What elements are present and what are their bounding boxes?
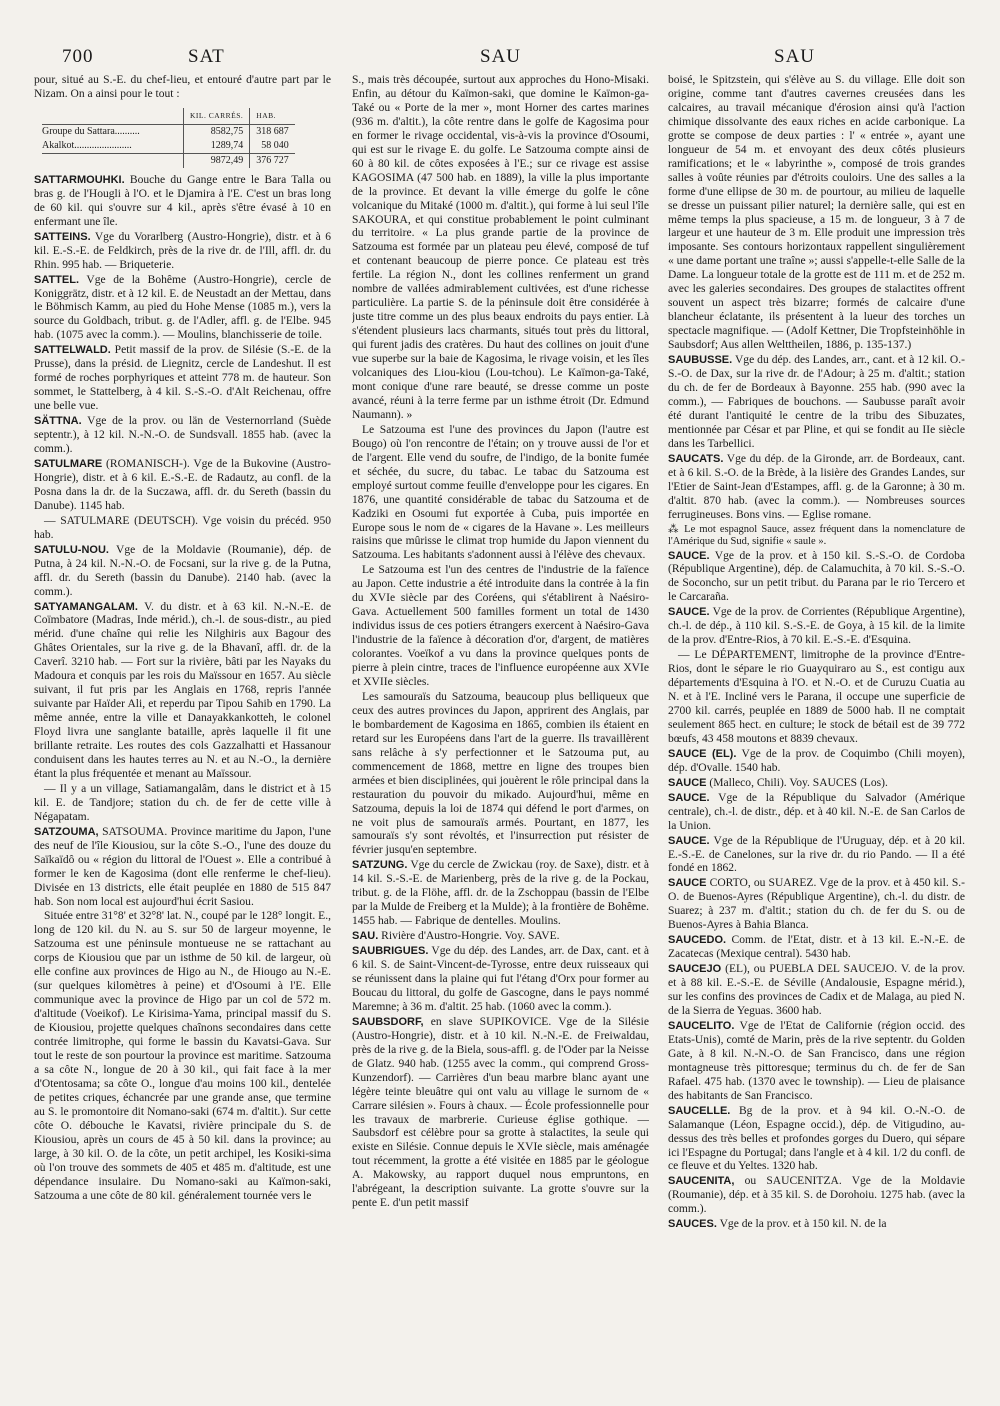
dictionary-entry (352, 945, 649, 1015)
table-row (42, 139, 295, 154)
column-3-entries (668, 74, 965, 1232)
entry-alt-name: ou SAUCENITZA. (734, 1175, 842, 1188)
entry-text: Vge de l'Etat de Californie (région occid. des Etats-Unis), comté de Marin, près de la rive septentr. du Golden Gate, à 8 kil. N.-N.-O. de San Francisco, dans une région montagneuse très pittoresque; terminus du ch. de fer de San Rafael. 475 hab. (1370 avec le township). — Lieu de plaisance des habitants de San Francisco. (668, 1019, 965, 1102)
dictionary-entry (34, 415, 331, 457)
entry-headword: SAUBRIGUES. (352, 945, 429, 958)
table-header-area: KIL. CARRÉS. (184, 108, 250, 125)
entry-alt-name: (EL), ou PUEBLA DEL SAUCEJO. (721, 963, 898, 976)
table-cell-name: Groupe du Sattara.......... (42, 125, 140, 137)
entry-headword: SATZOUMA, (34, 825, 99, 838)
entry-alt-name: CORTO, ou SUAREZ. (706, 877, 817, 890)
dictionary-entry (34, 783, 331, 825)
entry-headword: SAUCE. (668, 791, 710, 804)
entry-text: S., mais très découpée, surtout aux approches du Hono-Misaki. Enfin, au détour du Kaïmon-saki, que domine le Kaïmon-ga-Také ou « Porte de la mer », mont Horner des cartes marines (936 m. d'altit.), la côte rentre dans le golfe de Kagosima pour en former le rivage occidental, vis-à-vis la province d'Osoumi, qui est sur le rivage E. du golfe. Le Satzouma compte ainsi de 60 à 80 kil. de côtes exposées à l'E.; sur ce rivage est assise KAGOSIMA (47 500 hab. en 1889), la ville la plus importante de la province. Et devant la ville émerge du golfe le cône volcanique du Mitaké (1000 m. d'altit.), qui forme à lui seul l'île SAKOURA, et qui constitue probablement le point culminant du territoire. « La plus grande partie de la province de Satzouma est formée par un plateau peu élevé, composé de tuf et contenant beaucoup de pierre ponce. Ce plateau est très fertile. La région N., dont les collines renferment un grand nombre de vallées admirablement cultivées, est d'une richesse particulière. La partie S. de la péninsule doit être considérée à juste titre comme un des plus beaux endroits du pays entier. Là s'étendent plusieurs lacs charmants, situés tout près du littoral, qui furent jadis des cratères. Du haut des collines on jouit d'une vue superbe sur la baie de Kagosima, le rivage voisin, et les îles volcaniques des Liou-kiou (Lou-tchou). Le Kaïmon-ga-Také, mont conique d'une rare beauté, se dresse comme un poste avancé, réuni à la terre ferme par un isthme étroit (Dr. Edmund Naumann). » (352, 74, 649, 421)
running-head-left: SAT (188, 46, 225, 67)
page-number: 700 (62, 46, 94, 67)
column-2-entries (352, 74, 649, 1211)
dictionary-entry (668, 453, 965, 523)
entry-headword: SAUCEJO (668, 963, 722, 976)
dictionary-entry (668, 550, 965, 606)
entry-text: — SATULMARE (DEUTSCH). Vge voisin du précéd. 950 hab. (34, 514, 331, 541)
dictionary-entry (668, 649, 965, 747)
entry-text: Vge de la prov. et à 150 kil. N. de la (716, 1218, 887, 1231)
entry-text: Vge de la prov. de Coquimbo (Chili moyen), dép. d'Ovalle. 1540 hab. (668, 747, 965, 774)
entry-headword: SATZUNG. (352, 859, 408, 872)
entry-text: Province maritime du Japon, l'une des neuf de l'île Kiousiou, sur la côte S.-O., l'une des douze du Saïkaïdô ou « région du littoral de l'Ouest ». Elle a contribué à former le ken de Kagosima (dont elle renferme le chef-lieu). Divisée en 13 districts, elle était peuplée en 1880 de 515 847 hab. Son nom local est aujourd'hui écrit Sasiou. (34, 825, 331, 908)
entry-text: Petit massif de la prov. de Silésie (S.-E. de la Prusse), dans la présid. de Liegnitz, cercle de Landeshut. Il est formé de roches porphyriques et atteint 778 m. de hauteur. Son sommet, le Stattelberg, à 4 kil. S.-S.-O. d'Alt Reichenau, offre une belle vue. (34, 344, 331, 413)
dictionary-entry (668, 1218, 965, 1232)
text-column-3 (668, 74, 965, 1394)
entry-text: Vge de la prov. et à 150 kil. S.-S.-O. de Cordoba (République Argentine), dép. de Calamuchita, à 70 kil. S.-S.-O. de Soconcho, sur un petit tribut. du Parana par le rio Tercero et le Carcaraña. (668, 549, 965, 604)
dictionary-entry (668, 1175, 965, 1217)
dictionary-entry (34, 458, 331, 514)
entry-headword: SÄTTNA. (34, 415, 82, 428)
entry-headword: SATTEINS. (34, 230, 91, 243)
entry-text: Vge de la République de l'Uruguay, dép. et à 20 kil. E.-S.-E. de Canelones, sur la rive dr. du rio Pando. — Il a été fondé en 1862. (668, 834, 965, 875)
entry-text: Vge de la Silésie (Austro-Hongrie), distr. et à 10 kil. N.-N.-E. de Freiwaldau, près de la rive g. de la Biela, sous-affl. g. de l'Oder par la Neisse de Glatz. 940 hab. (1255 avec la comm., qui comprend Gross-Kunzendorf). — Carrières d'un beau marbre blanc ayant une légère teinte bleuâtre qui ont valu au village le surnom de « Carrare silésien ». Fours à chaux. — École professionnelle pour les travaux de marbrerie. Curieuse église gothique. — Saubsdorf est célèbre pour sa grotte à stalactites, la seule qui existe en Silésie. Connue depuis le XVIe siècle, mais aménagée tout récemment, la grotte a été visitée en 1885 par le géologue A. Makowsky, au rapport duquel nous empruntons, en l'abrégeant, la description suivante. La grotte s'ouvre sur la pente E. d'un petit massif (352, 1015, 649, 1210)
entry-text: Vge de la Moldavie (Roumanie), dép. de Putna, à 24 kil. N.-N.-O. de Focsani, sur la rive g. de la Putna, affl. dr. du Sereth (bassin du Danube). 2140 hab. (avec la comm.). (34, 543, 331, 598)
entry-headword: SAUCE. (668, 834, 710, 847)
dictionary-entry (668, 748, 965, 776)
table-cell-pop: 58 040 (250, 139, 295, 154)
table-total-area: 9872,49 (184, 153, 250, 168)
entry-headword: SAUCE (668, 877, 707, 890)
entry-text: Vge de la prov. de Corrientes (République Argentine), ch.-l. de dép., à 110 kil. S.-S.-E. de Goya, à 15 kil. de la limite de la prov. d'Entre-Rios, à 70 kil. E.-S.-E. d'Esquina. (668, 606, 965, 647)
entry-text: Vge de la prov. et à 450 kil. S.-O. de Buenos-Ayres (République Argentine), ch.-l. du distr. de Suarez; à 237 m. d'altit.; station du ch. de fer du S. ou de Buenos-Ayres à Bahia Blanca. (668, 877, 965, 932)
entry-text: Vge du cercle de Zwickau (roy. de Saxe), distr. et à 14 kil. S.-S.-E. de Marienberg, près de la rive g. de la Pockau, tribut. g. de la Flöhe, affl. dr. de la Zschoppau (bassin de l'Elbe par la Mulde de Freiberg et la Mulde); à la frontière de Bohême. 1455 hab. — Fabrique de dentelles. Moulins. (352, 859, 649, 928)
dictionary-entry (352, 1016, 649, 1211)
dictionary-entry (668, 1020, 965, 1104)
table-header-pop: HAB. (250, 108, 295, 125)
entry-text: Vge de la Bukovine (Austro-Hongrie), distr. et à 6 kil. E.-S.-E. de Radautz, au confl. de la Posna dans la dr. de la Suczawa, affl. dr. du Sereth (bassin du Danube). 1145 hab. (34, 457, 331, 512)
entry-headword: SAUCELLE. (668, 1104, 731, 1117)
text-column-1 (34, 74, 331, 1394)
dictionary-entry (668, 606, 965, 648)
entry-headword: SATTARMOUHKI. (34, 173, 125, 186)
entry-headword: SATULMARE (34, 457, 103, 470)
entry-headword: SAUCELITO. (668, 1019, 735, 1032)
running-head-right: SAU (774, 46, 816, 67)
entry-text: Située entre 31°8' et 32°8' lat. N., coupé par le 128° longit. E., long de 120 kil. du N. au S. sur 50 de largeur moyenne, le Satzouma est une péninsule montueuse ne se rattachant au corps de Kiousiou que par un isthme de 50 kil. de largeur, où elle confine aux provinces de Higo au N., de Hiougo au N.-E. (sur quelques kilomètres à peine) et d'Osoumi à l'E. Elle communique avec la province de Higo par un col de 572 m. d'altitude (Voeikof). Le Kirisima-Yama, principal massif du S. de Kiousiou, projette quelques chaînons secondaires dans cette contrée limitrophe, qui forme le bassin du Kavatsi-Gava. Sur tout le reste de son pourtour la province est maritime. Satzouma a sa côte N., longue de 20 à 30 kil., qui fait face à la mer d'Otentosama; sa côte O., longue d'au moins 100 kil., dentelée de petites criques, échancrée par une grande anse, que termine au S. le promontoire dit Nomano-saki (674 m. d'altit.). Sur cette côte O. débouche le Kavatsi, rivière principale du S. de Kiousiou, après un cours de 45 à 50 kil. dans la province; au large, à 30 kil. O. de la côte, un petit archipel, les Kosiki-sima où l'on trouve des sommets de 405 et 485 m. d'altitude, est une dépendance insulaire. Du Nomano-saki au Kaïmon-saki, Satzouma a une côte de 80 kil. généralement tournée vers le (34, 910, 331, 1202)
dictionary-entry (352, 930, 649, 944)
table-total-row (42, 153, 295, 168)
entry-text: Vge du Vorarlberg (Austro-Hongrie), distr. et à 6 kil. E.-S.-E. de Feldkirch, près de la rive dr. de l'Ill, affl. dr. du Rhin. 995 hab. — Briqueterie. (34, 230, 331, 271)
dictionary-entry (34, 231, 331, 273)
dictionary-entry (668, 835, 965, 877)
table-cell-name: Akalkot....................... (42, 139, 132, 151)
entry-headword: SAUBUSSE. (668, 354, 733, 367)
entry-text: — Le DÉPARTEMENT, limitrophe de la province d'Entre-Rios, dont le sépare le rio Guayquiraro au S., est contigu aux départements d'Esquina à l'O. et N.-O. et de Curuzu Cuatia au N. et à l'E. Incliné vers le Parana, il occupe une superficie de 2700 kil. carrés, peuplée en 1889 de 5000 hab. Il ne comptait seulement 865 hect. en culture; le stock de bétail est de 39 772 bœufs, 43 458 moutons et 8839 chevaux. (668, 649, 965, 745)
dictionary-entry (668, 74, 965, 353)
entry-headword: SAUCE. (668, 549, 710, 562)
table-cell-pop: 318 687 (250, 124, 295, 139)
entry-headword: SATYAMANGALAM. (34, 600, 138, 613)
entry-headword: SATULU-NOU. (34, 543, 109, 556)
entry-text: Comm. de l'Etat, distr. et à 13 kil. E.-N.-E. de Zacatecas (Mexique central). 5430 hab. (668, 934, 965, 961)
dictionary-entry (34, 344, 331, 414)
column-1-entries (34, 174, 331, 1204)
dictionary-entry (34, 826, 331, 910)
dictionary-entry (352, 691, 649, 858)
entry-text: V. du distr. et à 63 kil. N.-N.-E. de Coïmbatore (Madras, Inde mérid.), ch.-l. de sous-distr., au pied mérid. d'une chaîne qui relie les Nilghiris aux Bagour des Ghâtes Orientales, sur la rive g. de la Bhavanî, affl. dr. de la Caverî. 3210 hab. — Fort sur la rivière, bâti par les Nayaks du Madoura et conquis par les rois du Maïssour en 1657. Au siècle suivant, il fut pris par les Anglais en 1768, repris l'année suivante par Haïder Ali, et reperdu par Tipou Sahib en 1790. La même année, entre la ville et Danayakkankotteh, le colonel Floyd livra une sanglante bataille, après laquelle il fit une brillante retraite. Les routes des cols Gazzalhatti et Hassanour conduisent dans les hautes terres au N. et au N.-O., la dernière étant la plus fréquentée et menant au Maïssour. (34, 600, 331, 780)
entry-text: Les samouraïs du Satzouma, beaucoup plus belliqueux que ceux des autres provinces du Japon, apprirent des Anglais, par le bombardement de Kagosima en 1865, combien ils étaient en retard sur les Européens dans l'art de la guerre. Ils travaillèrent sans relâche à s'y perfectionner et le Satzouma put, au commencement de 1868, mettre en ligne des troupes bien armées et bien disciplinées, qui jouèrent le rôle principal dans la restauration du pouvoir du mikado. Aujourd'hui, même en Satzouma, depuis la loi de 1874 qui défend le port d'armes, on ne voit plus de samouraïs armés. Pourtant, en 1877, les samouraïs s'y sont révoltés, et l'insurrection put résister de février jusqu'en septembre. (352, 690, 649, 857)
entry-text: (Malleco, Chili). Voy. SAUCES (Los). (706, 776, 888, 789)
entry-headword: SAUCES. (668, 1218, 717, 1231)
entry-text: Rivière d'Austro-Hongrie. Voy. SAVE. (378, 930, 560, 943)
entry-headword: SATTEL. (34, 273, 80, 286)
dictionary-entry (34, 274, 331, 344)
table-corner (42, 108, 184, 125)
entry-text: Vge de la République du Salvador (Amérique centrale), ch.-l. de distr., dép. et à 40 kil. N.-E. de San Carlos de la Union. (668, 791, 965, 832)
entry-headword: SAUBSDORF, (352, 1015, 424, 1028)
entry-text: Bg de la prov. et à 94 kil. O.-N.-O. de Salamanque (Léon, Espagne occid.), dép. de Vitigudino, au-dessus des très belles et profondes gorges du Duero, qui sépare ici l'Espagne du Portugal; dans l'angle et à 4 kil. 1/2 du confl. de ce fleuve et du Yeltes. 1320 hab. (668, 1104, 965, 1173)
dictionary-entry (668, 934, 965, 962)
entry-text: Vge de la Bohême (Austro-Hongrie), cercle de Koniggrätz, distr. et à 12 kil. E. de Neustadt an der Mettau, dans le Böhmisch Kamm, au pied du Hohe Mense (1085 m.), vers la source du Goldbach, tribut. g. de l'Adler, affl. g. de l'Elbe. 945 hab. (1075 avec la comm.). — Moulins, blanchisserie de toile. (34, 273, 331, 342)
entry-alt-name: SATSOUMA. (98, 825, 168, 838)
entry-alt-name: (ROMANISCH-). (102, 457, 190, 470)
entry-headword: SAUCE (EL). (668, 747, 737, 760)
entry-text: Vge du dép. des Landes, arr., cant. et à 12 kil. O.-S.-O. de Dax, sur la rive dr. de l'Adour; à 25 m. d'altit.; station du ch. de fer de Bordeaux à Bayonne. 255 hab. (990 avec la comm.), — Fabriques de bouchons. — Saubusse paraît avoir été durant l'antiquité le centre de la tribu des Sibuzates, mentionnée par César et par Pline, et qui se fondit au IIe siècle dans les Tarbellici. (668, 354, 965, 450)
dictionary-entry (352, 424, 649, 564)
editorial-note: ⁂ Le mot espagnol Sauce, assez fréquent dans la nomenclature de l'Amérique du Sud, signifie « saule ». (668, 523, 965, 547)
table-total-pop: 376 727 (250, 153, 295, 168)
entry-headword: SAUCENITA, (668, 1175, 735, 1188)
text-column-2 (352, 74, 649, 1394)
dictionary-entry (352, 74, 649, 423)
table-row (42, 124, 295, 139)
entry-text: boisé, le Spitzstein, qui s'élève au S. du village. Elle doit son origine, comme tant d'autres cavernes creusées dans les calcaires, au travail mécanique d'érosion ainsi qu'à l'action chimique dissolvante des eaux riches en acide carbonique. La grotte se compose de deux parties : l' « entrée », ayant une longueur de 54 m. et envoyant des deux côtés plusieurs ramifications; et le « labyrinthe », composé de trois grandes salles à voûte réunies par d'étroits couloirs. Une des salles a la forme d'une ellipse de 30 m. de pourtour, au milieu de laquelle se dresse un puissant pilier naturel; la dernière salle, qui est en même temps la plus spacieuse, a 15 m. de longueur, 3 à 7 de largeur et une hauteur de 3 m. Elle produit une impression très imposante. Ses contours horizontaux rappellent singulièrement « une dame portant une traîne »; aussi s'appelle-t-elle Salle de la Dame. La longueur totale de la grotte est de 111 m. et de 252 m. avec les galeries secondaires. Des groupes de stalactites offrent souvent un aspect très bizarre; formés de calcaire d'une blancheur éclatante, ils présentent à la lueur des torches un spectacle magnifique. — (Adolf Kettner, Die Tropfsteinhöhle in Saubsdorf; Aus allen Welttheilen, 1886, p. 135-137.) (668, 74, 965, 352)
entry-text: Vge du dép. des Landes, arr. de Dax, cant. et à 6 kil. S. de Saint-Vincent-de-Tyrosse, entre deux ruisseaux qui se réunissent dans la plaine qui fut l'étang d'Orx pour former au Boucau du littoral, du golfe de Gascogne, dans le pays nommé Maremne; à 36 m. d'altit. 25 hab. (1060 avec la comm.). (352, 945, 649, 1013)
dictionary-entry (668, 963, 965, 1019)
table-cell-blank (42, 153, 184, 168)
dictionary-entry (668, 792, 965, 834)
entry-text: Le Satzouma est l'une des provinces du Japon (l'autre est Bougo) où l'on rencontre de l'étain; on y trouve aussi de l'or et de l'argent. Elle vend du soufre, de l'indigo, de la bonite fumée et séchée, du sucre, du tabac. Le tabac du Satzouma est employé surtout comme feuille d'enveloppe pour les cigares. En 1876, une quantité considérable de tabac du Satzouma et de Kadziki en Osoumi fut exportée à Cuba, puis importée en Europe sous le nom de « cigares de la Havane ». Les meilleurs raisins que mûrisse le climat trop humide du Japon viennent du Satzouma. Les habitants s'adonnent aussi à l'élève des chevaux. (352, 423, 649, 562)
dictionary-entry (34, 515, 331, 543)
entry-headword: SATTELWALD. (34, 344, 111, 357)
dictionary-entry (668, 354, 965, 452)
entry-text: Le Satzouma est l'un des centres de l'industrie de la faïence au Japon. Cette industrie a été introduite dans la contrée à la fin du XVIe siècle par des Coréens, qui s'établirent à Naésiro-Gava. Actuellement 500 familles forment un total de 1430 individus issus de ces potiers étrangers exercent à Naésiro-Gava l'industrie de la faïence à décoration d'or, d'argent, de matières colorantes. Voeïkof a vu dans la province quelques ponts de pierre à plein cintre, traces de l'influence européenne aux XVIe et XVIIe siècles. (352, 564, 649, 688)
table-cell-area: 1289,74 (184, 139, 250, 154)
entry-headword: SAUCE (668, 776, 707, 789)
entry-text: Vge de la prov. ou län de Vesternorrland (Suède septentr.), à 12 kil. N.-N.-O. de Sundsvall. 1855 hab. (avec la comm.). (34, 415, 331, 456)
intro-text: pour, situé au S.-E. du chef-lieu, et entouré d'autre part par le Nizam. On a ainsi pour le tout : (34, 74, 331, 100)
entry-text: Bouche du Gange entre le Bara Talla ou bras g. de l'Hougli à l'O. et le Djamira à l'E. C'est un bras long de 60 kil. qui s'ouvre sur 4 kil., après s'être évasé à 10 en enfermant une île. (34, 173, 331, 228)
running-head-middle: SAU (480, 46, 522, 67)
dictionary-entry (34, 910, 331, 1203)
population-table (42, 108, 295, 168)
dictionary-entry (34, 174, 331, 230)
entry-text: V. de la prov. et à 88 kil. E.-S.-E. de Séville (Andalousie, Espagne mérid.), sur les confins des provinces de Cadix et de Malaga, au pied N. de la Sierra de Yeguas. 3600 hab. (668, 963, 965, 1017)
dictionary-entry (668, 877, 965, 933)
dictionary-entry (668, 777, 965, 791)
dictionary-entry (668, 1105, 965, 1175)
dictionary-entry (34, 601, 331, 782)
entry-headword: SAUCATS. (668, 452, 724, 465)
entry-headword: SAUCE. (668, 606, 710, 619)
entry-text: — Il y a un village, Satiamangalâm, dans le district et à 15 kil. E. de Tandjore; station du ch. de fer de cette ville à Négapatam. (34, 782, 331, 823)
entry-headword: SAU. (352, 930, 379, 943)
entry-alt-name: en slave SUPIKOVICE. (423, 1015, 552, 1028)
table-cell-area: 8582,75 (184, 124, 250, 139)
dictionary-entry (352, 859, 649, 929)
entry-text: Vge du dép. de la Gironde, arr. de Bordeaux, cant. et à 6 kil. S.-O. de la Brède, à la lisière des Grandes Landes, sur l'Etier de Saint-Jean d'Estampes, affl. g. de la Garonne; à 30 m. d'altit. 870 hab. (avec la comm.). — Nombreuses sources ferrugineuses. Bons vins. — Eglise romane. (668, 452, 965, 521)
entry-headword: SAUCEDO. (668, 934, 727, 947)
dictionary-entry (34, 544, 331, 600)
dictionary-entry (352, 564, 649, 690)
entry-text: Vge de la Moldavie (Roumanie), dép. et à 35 kil. S. de Dorohoiu. 1275 hab. (avec la comm.). (668, 1175, 965, 1216)
